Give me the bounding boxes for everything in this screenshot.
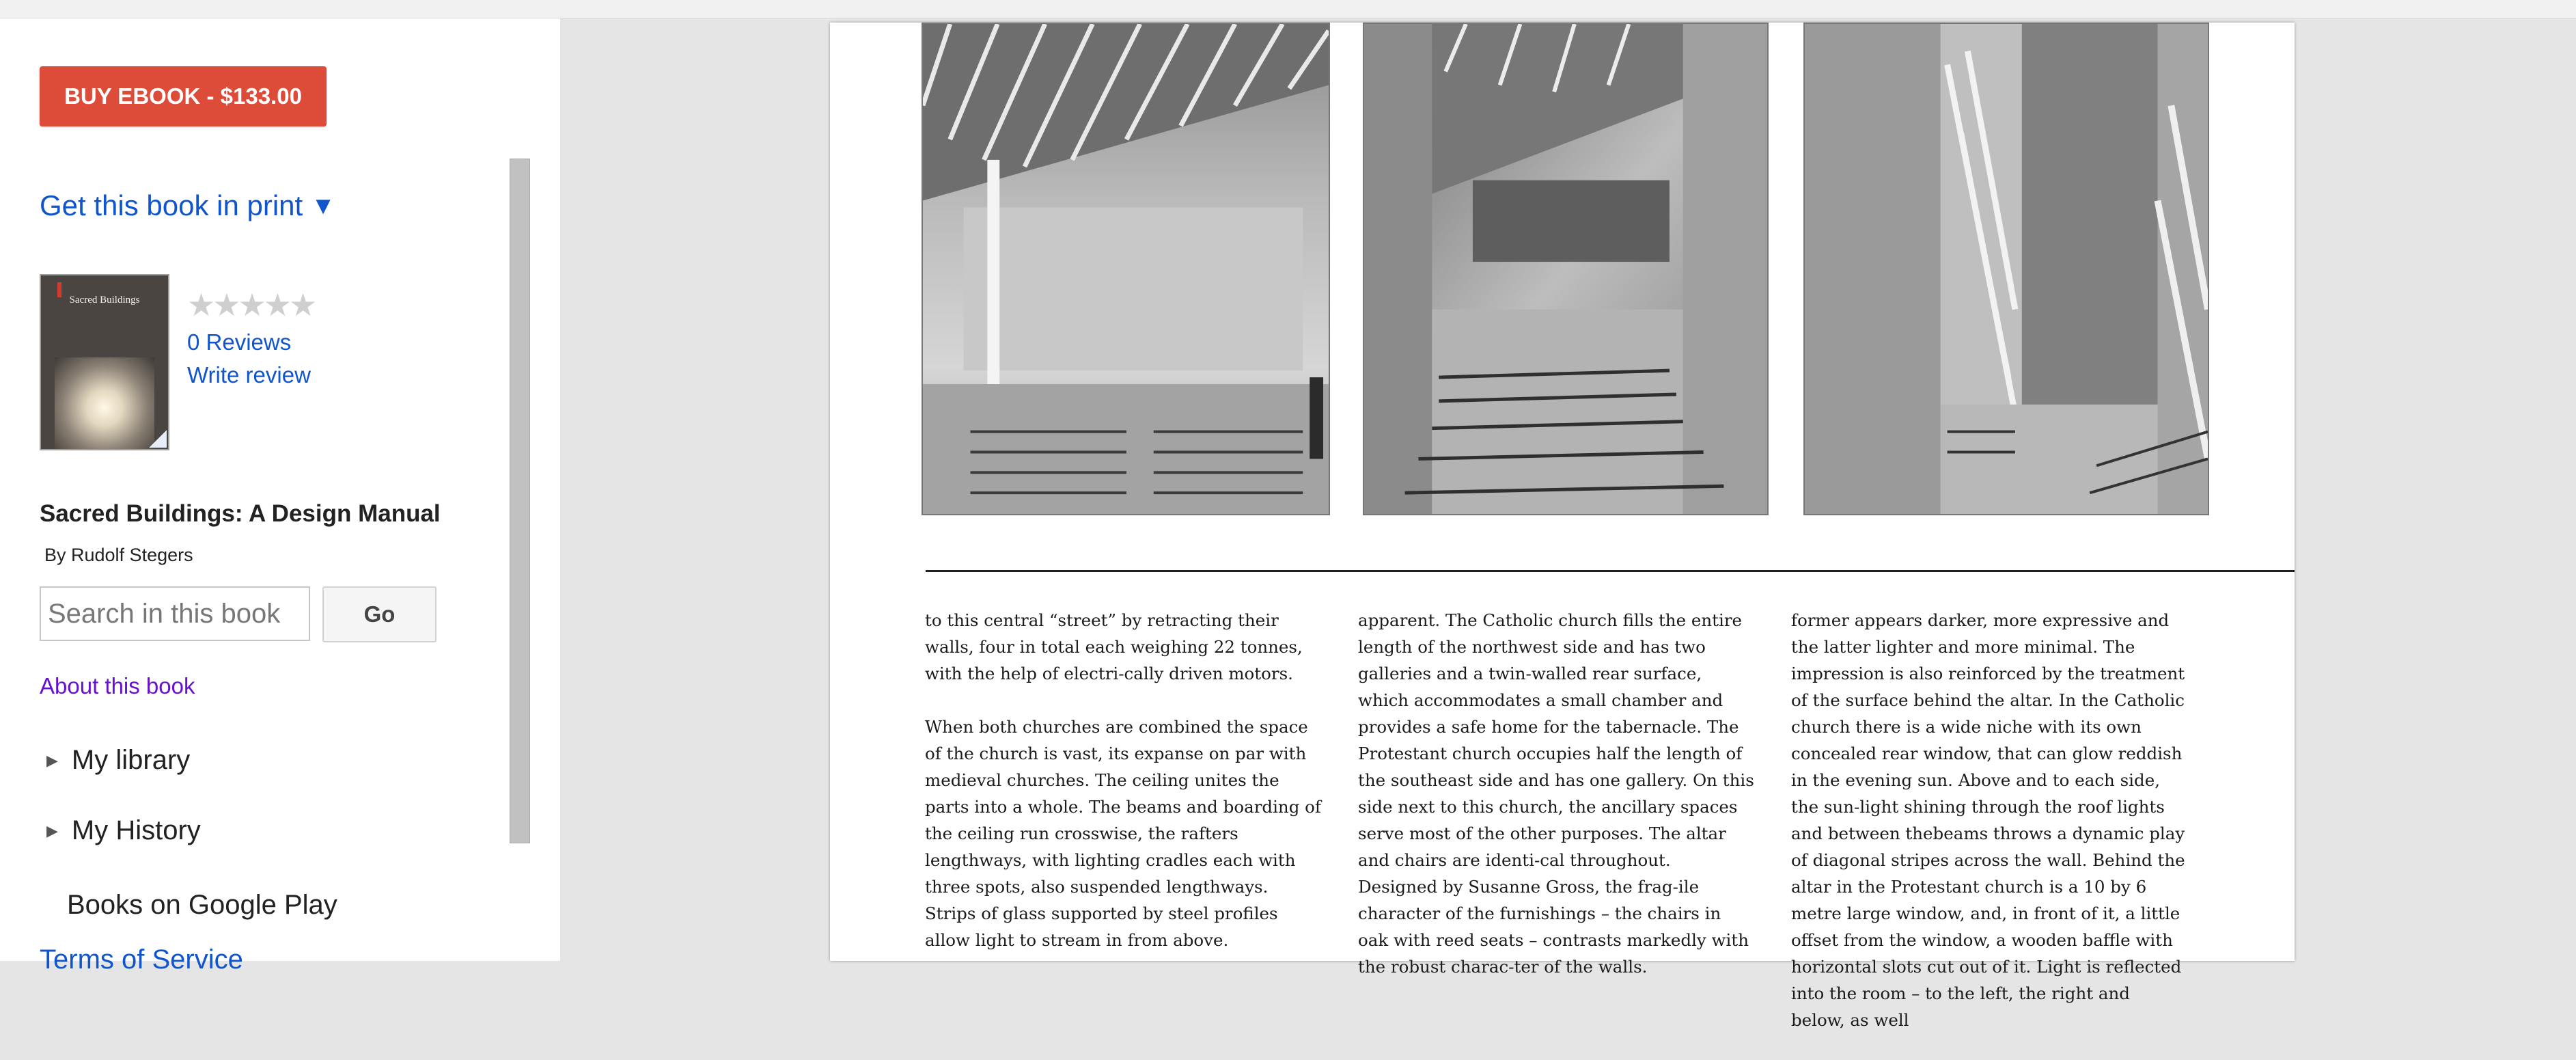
text-column-1 bbox=[925, 607, 1321, 980]
books-on-google-play-link[interactable]: Books on Google Play bbox=[67, 890, 337, 920]
book-author: By Rudolf Stegers bbox=[44, 545, 193, 565]
book-cover-thumbnail[interactable] bbox=[40, 274, 169, 450]
book-page bbox=[830, 23, 2295, 1030]
sidebar bbox=[0, 18, 560, 975]
paragraph: apparent. The Catholic church fills the entire length of the northwest side and has two galleries and a twin-walled rear surface, which accommodates a small chamber and provides a safe home for the tabernacle. The Protestant church occupies half the length of the southeast side and has one gallery. On this side next to this church, the ancillary spaces serve most of the other purposes. The altar and chairs are identi-cal throughout. Designed by Susanne Gross, the frag-ile character of the furnishings – the chairs in oak with reed seats – contrasts markedly with the robust charac-ter of the walls. bbox=[1358, 610, 1754, 977]
search-in-book-input[interactable] bbox=[40, 586, 310, 641]
paragraph: When both churches are combined the space of the church is vast, its expanse on par with medieval churches. The ceiling unites the parts into a whole. The beams and boarding of the ceiling run crosswise, the rafters lengthways, with lighting cradles each with three spots, also suspended lengthways. Strips of glass supported by steel profiles allow light to stream in from above. bbox=[925, 717, 1321, 950]
buy-ebook-button[interactable]: BUY EBOOK - $133.00 bbox=[40, 66, 327, 126]
book-title: Sacred Buildings: A Design Manual bbox=[40, 500, 441, 527]
cover-image bbox=[55, 357, 154, 449]
text-column-2 bbox=[1358, 607, 1754, 1007]
expand-arrow-icon: ▶ bbox=[46, 821, 58, 839]
expand-arrow-icon: ▶ bbox=[46, 751, 58, 769]
paragraph: to this central “street” by retracting their walls, four in total each weighing 22 tonnes, with the help of electri-cally driven motors. bbox=[925, 610, 1303, 683]
go-button[interactable]: Go bbox=[322, 586, 437, 642]
nav-my-library[interactable] bbox=[46, 745, 190, 776]
cover-title: Sacred Buildings bbox=[69, 295, 140, 305]
nav-my-library-label[interactable]: My library bbox=[71, 745, 191, 775]
text-column-3 bbox=[1791, 607, 2187, 1060]
print-link-label[interactable]: Get this book in print bbox=[40, 189, 303, 221]
page-divider-rule bbox=[926, 570, 2295, 572]
church-interior-photo-2 bbox=[1363, 23, 1769, 515]
get-book-in-print-link[interactable] bbox=[40, 189, 335, 222]
church-interior-photo-1 bbox=[922, 23, 1330, 515]
sidebar-scrollbar[interactable] bbox=[510, 159, 530, 843]
rating-stars-icon: ★★★★★ bbox=[187, 287, 315, 323]
reviews-link[interactable]: 0 Reviews bbox=[187, 329, 292, 355]
top-bar bbox=[0, 0, 2576, 18]
nav-my-history[interactable] bbox=[46, 815, 201, 846]
about-this-book-link[interactable]: About this book bbox=[40, 673, 195, 698]
church-interior-photo-3 bbox=[1803, 23, 2209, 515]
nav-my-history-label[interactable]: My History bbox=[71, 815, 201, 845]
write-review-link[interactable]: Write review bbox=[187, 362, 311, 388]
paragraph: former appears darker, more expressive and the latter lighter and more minimal. The impression is also reinforced by the treatment of the surface behind the altar. In the Catholic church there is a wide niche with its own concealed rear window, that can glow reddish in the evening sun. Above and to each side, the sun-light shining through the roof lights and between thebeams throws a dynamic play of diagonal stripes across the wall. Behind the altar in the Protestant church is a 10 by 6 metre large window, and, in front of it, a little offset from the window, a wooden baffle with horizontal slots cut out of it. Light is reflected into the room – to the left, the right and below, as well bbox=[1791, 610, 2185, 1030]
dropdown-arrow-icon[interactable]: ▼ bbox=[311, 191, 335, 219]
terms-of-service-link[interactable]: Terms of Service bbox=[40, 945, 243, 975]
page-curl-icon bbox=[149, 430, 167, 448]
